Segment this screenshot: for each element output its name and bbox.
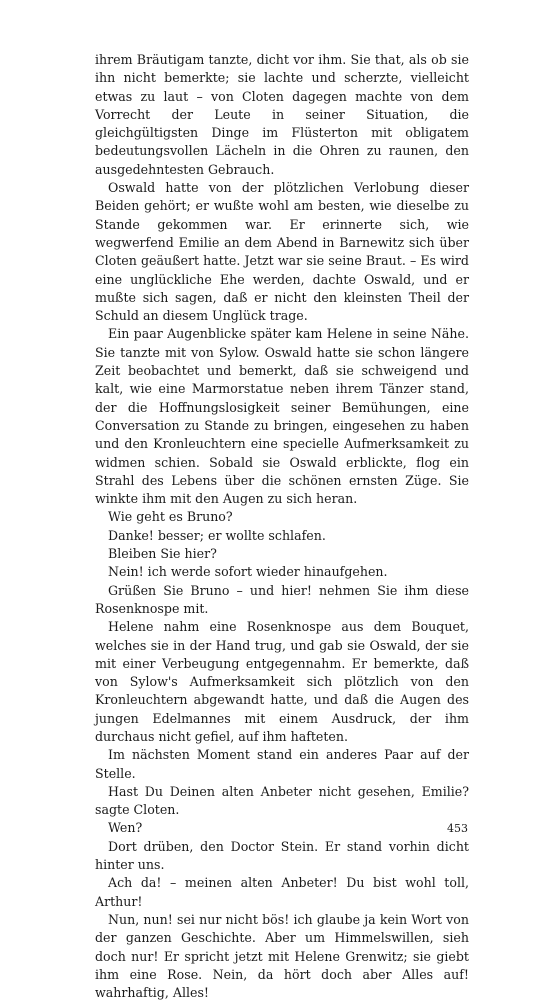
paragraph-15: Nun, nun! sei nur nicht bös! ich glaube ja kein Wort von der ganzen Geschichte. Aber um Himmelswillen, sieh doch nur! Er spricht jetzt mit Helene Grenwitz; sie giebt ihm eine Rose. Nein, da hört doch aber Alles auf! wahrhaftig, Alles! xyxy=(95,911,469,1001)
paragraph-7: Nein! ich werde sofort wieder hinaufgehen. xyxy=(108,564,388,580)
paragraph-9: Helene nahm eine Rosenknospe aus dem Bouquet, welches sie in der Hand trug, und gab sie Oswald, der sie mit einer Verbeugung entgegennahm. Er bemerkte, daß von Sylow's Aufmerksamkeit sich plötzlich von den Kronleuchtern abgewandt hatte, und daß die Augen des jungen Edelmannes mit einem Ausdruck, der ihm durchaus nicht gefiel, auf ihm hafteten. xyxy=(95,619,469,744)
paragraph-1: ihrem Bräutigam tanzte, dicht vor ihm. Sie that, als ob sie ihn nicht bemerkte; sie lachte und scherzte, vielleicht etwas zu laut – von Cloten dagegen machte von dem Vorrecht der Leute in seiner Situation, die gleichgültigsten Dinge im Flüsterton mit obligatem bedeutungsvollen Lächeln in die Ohren zu raunen, den ausgedehntesten Gebrauch. xyxy=(95,52,469,177)
paragraph-11: Hast Du Deinen alten Anbeter nicht gesehen, Emilie? sagte Cloten. xyxy=(95,783,469,818)
paragraph-5: Danke! besser; er wollte schlafen. xyxy=(108,527,326,543)
page-number: 453 xyxy=(447,822,468,835)
paragraph-14: Ach da! – meinen alten Anbeter! Du bist wohl toll, Arthur! xyxy=(95,875,469,909)
paragraph-10: Im nächsten Moment stand ein anderes Paar auf der Stelle. xyxy=(95,747,469,781)
paragraph-12: Wen? xyxy=(108,820,143,836)
paragraph-6: Bleiben Sie hier? xyxy=(108,546,217,562)
paragraph-3: Ein paar Augenblicke später kam Helene in seine Nähe. Sie tanzte mit von Sylow. Oswald hatte sie schon längere Zeit beobachtet und bemerkt, daß sie schweigend und kalt, wie eine Marmorstatue neben ihrem Tänzer stand, der die Hoffnungslosigkeit seiner Bemühungen, eine Conversation zu Stande zu bringen, eingesehen zu haben und den Kronleuchtern eine specielle Aufmerksamkeit zu widmen schien. Sobald sie Oswald erblickte, flog ein Strahl des Lebens über die schönen ernsten Züge. Sie winkte ihm mit den Augen zu sich heran. xyxy=(95,326,469,507)
paragraph-4: Wie geht es Bruno? xyxy=(108,509,233,525)
paragraph-2: Oswald hatte von der plötzlichen Verlobung dieser Beiden gehört; er wußte wohl am besten, wie dieselbe zu Stande gekommen war. Er erinnerte sich, wie wegwerfend Emilie an dem Abend in Barnewitz sich über Cloten geäußert hatte. Jetzt war sie seine Braut. – Es wird eine unglückliche Ehe werden, dachte Oswald, und er mußte sich sagen, daß er nicht den kleinsten Theil der Schuld an diesem Unglück trage. xyxy=(95,180,469,324)
page-body xyxy=(95,51,469,1002)
paragraph-8: Grüßen Sie Bruno – und hier! nehmen Sie ihm diese Rosenknospe mit. xyxy=(95,582,469,616)
paragraph-13: Dort drüben, den Doctor Stein. Er stand vorhin dicht hinter uns. xyxy=(95,838,469,873)
